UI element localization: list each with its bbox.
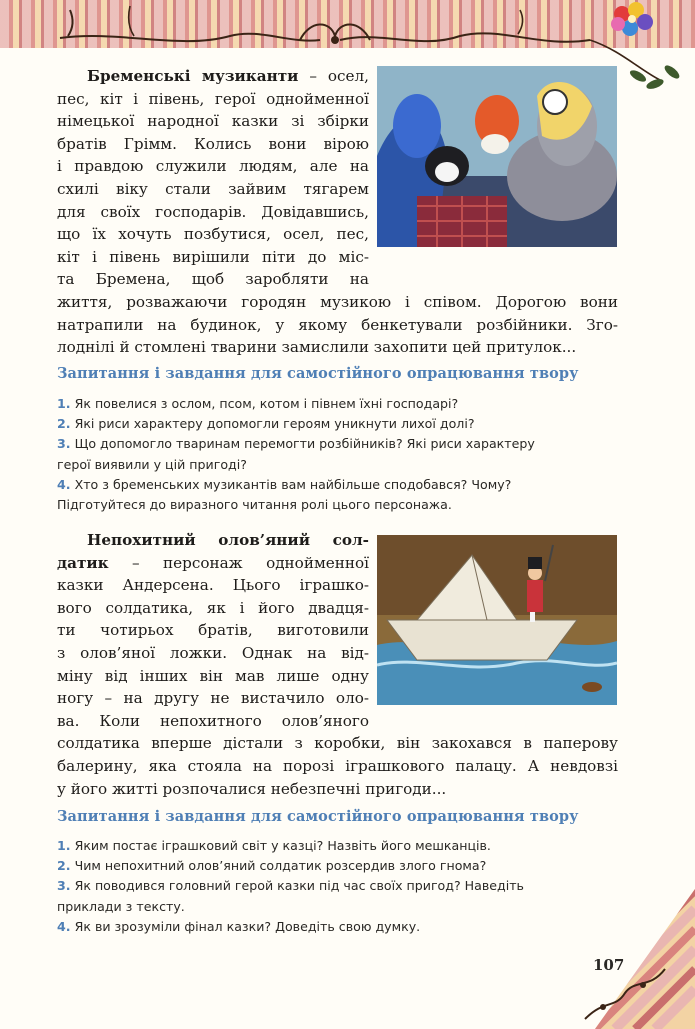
bremen-text-line: життя, розважаючи городян музикою і співом. Дорогою вони [57, 293, 618, 311]
bremen-text-line: для своїх господарів. Довідавшись, [57, 202, 369, 221]
questions-list-2 [57, 836, 618, 937]
bremen-musicians-illustration [377, 66, 617, 247]
bremen-text-line: пес, кіт і півень, герої однойменної [57, 89, 369, 108]
bremen-text-line: братів Грімм. Колись вони вірою [57, 134, 369, 153]
bremen-text-line: і правдою служили людям, але на [57, 157, 369, 176]
tin-soldier-intro-line: датик – персонаж однойменної [57, 553, 369, 572]
tin-soldier-text-line: у його житті розпочалися небезпечні пригоди... [57, 779, 447, 798]
bremen-text-line: натрапили на будинок, у якому бенкетували розбійники. Зго- [57, 315, 618, 334]
tin-soldier-text-line: казки Андерсена. Цього іграшко- [57, 576, 369, 595]
question-item: 1. Як повелися з ослом, псом, котом і півнем їхні господарі? [57, 396, 459, 411]
question-item: 3. Що допомогло тваринам перемогти розбійників? Які риси характеру герої виявили у цій пригоді? [57, 436, 535, 472]
tin-soldier-text-line: ти чотирьох братів, виготовили [57, 621, 369, 640]
tin-soldier-text-line: міну від інших він мав лише одну [57, 666, 369, 685]
question-item: 2. Чим непохитний олов’яний солдатик розсердив злого гнома? [57, 858, 487, 874]
tin-soldier-text-line: з олов’яної ложки. Однак на від- [57, 644, 369, 662]
bremen-text-line: що їх хочуть позбутися, осел, пес, [57, 225, 369, 244]
bremen-text-line: та Бремена, щоб заробляти на [57, 270, 369, 289]
tin-soldier-title-end: датик [57, 553, 109, 572]
question-item: 4. Як ви зрозуміли фінал казки? Доведіть свою думку. [57, 918, 421, 934]
tin-soldier-text-line: балерину, яка стояла на порозі іграшкового палацу. А невдовзі [57, 757, 618, 775]
questions-list-1 [57, 394, 618, 515]
question-item: 2. Які риси характеру допомогли героям уникнути лихої долі? [57, 416, 475, 432]
questions-heading-2: Запитання і завдання для самостійного опрацювання твору [57, 808, 579, 825]
page-number: 107 [593, 956, 625, 974]
bremen-intro-line: Бременські музиканти – осел, [87, 67, 369, 85]
tin-soldier-text-line: вого солдатика, як і його двадця- [57, 598, 369, 617]
bremen-title: Бременські музиканти [87, 67, 299, 85]
footer-ornament [555, 889, 695, 1029]
question-item: 4. Хто з бременських музикантів вам найбільше сподобався? Чому? Підготуйтеся до виразного читання ролі цього персонажа. [57, 476, 512, 513]
question-item: 3. Як поводився головний герой казки під час своїх пригод? Наведіть приклади з тексту. [57, 878, 524, 914]
tin-soldier-illustration [377, 535, 617, 705]
bremen-text-line: схилі віку стали зайвим тягарем [57, 180, 369, 198]
questions-heading-1: Запитання і завдання для самостійного опрацювання твору [57, 365, 579, 382]
bremen-text-line: кіт і півень вирішили піти до міс- [57, 247, 369, 266]
bremen-text-line: лоднілі й стомлені тварини замислили захопити цей притулок... [57, 338, 577, 357]
bremen-text-line: німецької народної казки зі збірки [57, 112, 369, 131]
question-item: 1. Яким постає іграшковий світ у казці? Назвіть його мешканців. [57, 838, 491, 853]
tin-soldier-text-line: ва. Коли непохитного олов’яного [57, 711, 369, 730]
tin-soldier-text-line: солдатика вперше дістали з коробки, він закохався в паперову [57, 734, 618, 753]
tin-soldier-title-line: Непохитний олов’яний сол- [87, 531, 369, 549]
flower-icon [611, 2, 653, 36]
tin-soldier-text-line: ногу – на другу не вистачило оло- [57, 689, 369, 708]
